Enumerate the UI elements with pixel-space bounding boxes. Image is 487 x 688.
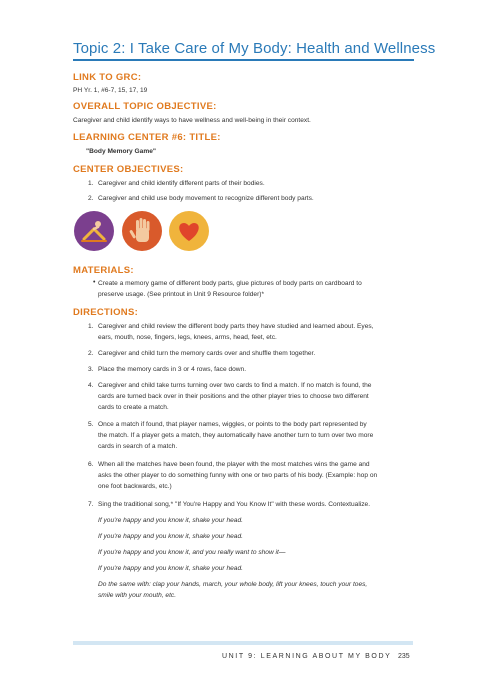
- direction-line: Once a match if found, that player names, wiggles, or points to the body part represented by: [98, 421, 367, 428]
- direction-line: Place the memory cards in 3 or 4 rows, face down.: [98, 366, 247, 373]
- objective-item: Caregiver and child use body movement to recognize different body parts.: [98, 195, 314, 202]
- song-line: smile with your mouth, etc.: [98, 592, 177, 599]
- objective-text: Caregiver and child identify ways to have wellness and well-being in their context.: [73, 117, 311, 124]
- footer-unit: UNIT 9: LEARNING ABOUT MY BODY: [222, 653, 392, 660]
- link-text: PH Yr. 1, #6-7, 15, 17, 19: [73, 87, 148, 94]
- page-number: 235: [398, 653, 410, 660]
- song-line: Do the same with: clap your hands, march, your whole body, lift your knees, touch your toes,: [98, 581, 368, 588]
- direction-line: asks the other player to do something funny with one or two parts of his body. (Example: hop on: [98, 472, 378, 479]
- direction-line: cards to create a match.: [98, 404, 169, 411]
- title-rule: [73, 59, 414, 61]
- direction-line: one foot backwards, etc.): [98, 483, 172, 490]
- direction-line: Sing the traditional song,* "If You're Happy and You Know It" with these words. Contextualize.: [98, 501, 371, 508]
- direction-number: 1.: [88, 323, 94, 330]
- direction-number: 3.: [88, 366, 94, 373]
- objective-number: 1.: [88, 180, 94, 187]
- materials-heading: MATERIALS:: [73, 265, 134, 276]
- direction-number: 5.: [88, 421, 94, 428]
- direction-number: 7.: [88, 501, 94, 508]
- heart-icon: [169, 211, 209, 251]
- objective-item: Caregiver and child identify different parts of their bodies.: [98, 180, 265, 187]
- song-line: If you're happy and you know it, and you really want to show it—: [98, 549, 286, 556]
- song-line: If you're happy and you know it, shake your head.: [98, 565, 243, 572]
- direction-line: the match. If a player gets a match, they automatically have another turn to turn over two more: [98, 432, 374, 439]
- yoga-pose-icon: [74, 211, 114, 251]
- center-title: "Body Memory Game": [86, 148, 157, 155]
- direction-line: Caregiver and child take turns turning over two cards to find a match. If no match is found, the: [98, 382, 372, 389]
- center-objectives-heading: CENTER OBJECTIVES:: [73, 164, 184, 175]
- direction-line: Caregiver and child review the different body parts they have studied and learned about. Eyes,: [98, 323, 374, 330]
- direction-number: 6.: [88, 461, 94, 468]
- direction-number: 4.: [88, 382, 94, 389]
- objective-number: 2.: [88, 195, 94, 202]
- directions-heading: DIRECTIONS:: [73, 307, 139, 318]
- direction-line: When all the matches have been found, the player with the most matches wins the game and: [98, 461, 370, 468]
- direction-line: cards in search of a match.: [98, 443, 178, 450]
- bullet-icon: •: [93, 279, 96, 286]
- page-title: Topic 2: I Take Care of My Body: Health and Wellness: [73, 40, 436, 57]
- direction-line: Caregiver and child turn the memory cards over and shuffle them together.: [98, 350, 316, 357]
- objective-heading: OVERALL TOPIC OBJECTIVE:: [73, 101, 217, 112]
- direction-line: cards are turned back over in their positions and the other player tries to choose two different: [98, 393, 369, 400]
- hand-icon: [122, 211, 162, 251]
- center-heading: LEARNING CENTER #6: TITLE:: [73, 132, 221, 143]
- song-line: If you're happy and you know it, shake your head.: [98, 517, 243, 524]
- direction-number: 2.: [88, 350, 94, 357]
- song-line: If you're happy and you know it, shake your head.: [98, 533, 243, 540]
- footer-rule: [73, 641, 413, 645]
- link-heading: LINK TO GRC:: [73, 72, 142, 83]
- materials-line: Create a memory game of different body parts, glue pictures of body parts on cardboard to: [98, 280, 362, 287]
- materials-line: preserve usage. (See printout in Unit 9 Resource folder)*: [98, 291, 265, 298]
- direction-line: ears, mouth, nose, fingers, legs, knees, arms, head, feet, etc.: [98, 334, 277, 341]
